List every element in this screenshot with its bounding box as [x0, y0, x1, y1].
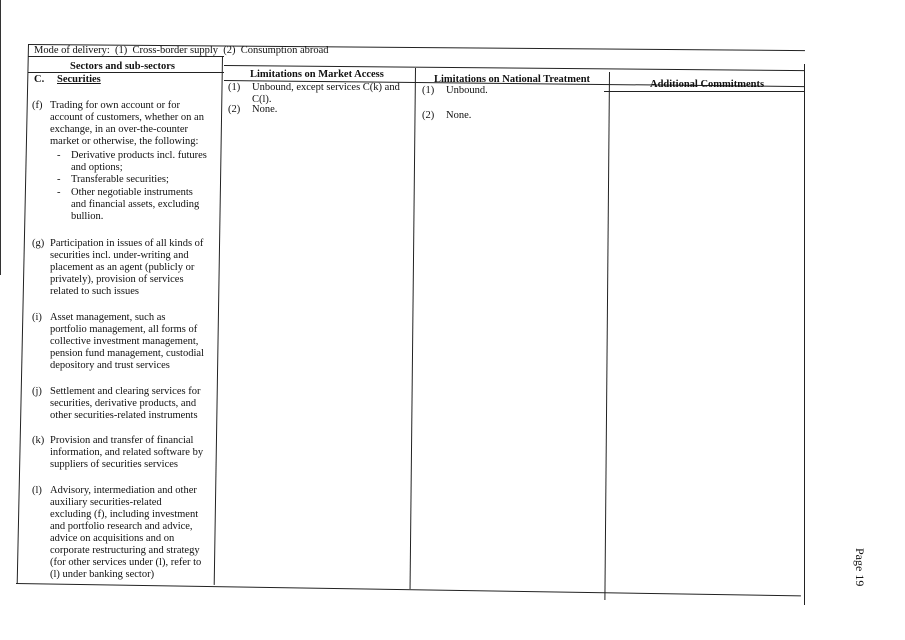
item-line: depository and trust services [50, 360, 170, 371]
item-line: securities incl. under-writing and [50, 250, 189, 261]
item-line: Provision and transfer of financial [50, 435, 194, 446]
dash-bullet: - [57, 187, 61, 198]
item-line: Trading for own account or for [50, 100, 180, 111]
column-header-sectors: Sectors and sub-sectors [70, 61, 175, 72]
entry-mark: (2) [228, 104, 241, 115]
page-number: Page 19 [853, 548, 867, 587]
entry-line: None. [446, 110, 472, 121]
item-mark: (j) [32, 386, 42, 397]
section-letter: C. [34, 74, 45, 85]
item-line: (l) under banking sector) [50, 569, 155, 580]
item-line: excluding (f), including investment [50, 509, 199, 520]
item-mark: (i) [32, 312, 42, 323]
item-line: market or otherwise, the following: [50, 136, 199, 147]
sub-item-line: bullion. [71, 211, 104, 222]
entry-line: Unbound. [446, 85, 488, 96]
item-line: Settlement and clearing services for [50, 386, 201, 397]
sub-item-line: and options; [71, 162, 123, 173]
item-line: privately), provision of services [50, 274, 184, 285]
additional-header-underline [604, 91, 805, 92]
entry-mark: (2) [422, 110, 435, 121]
item-line: portfolio management, all forms of [50, 324, 198, 335]
scan-edge [0, 0, 1, 275]
column-divider-3 [604, 72, 610, 600]
item-line: auxiliary securities-related [50, 497, 162, 508]
dash-bullet: - [57, 174, 61, 185]
item-line: collective investment management, [50, 336, 199, 347]
item-line: information, and related software by [50, 447, 204, 458]
item-line: advice on acquisitions and on [50, 533, 175, 544]
entry-mark: (1) [422, 85, 435, 96]
dash-bullet: - [57, 150, 61, 161]
item-line: pension fund management, custodial [50, 348, 204, 359]
item-mark: (g) [32, 238, 45, 249]
item-mark: (f) [32, 100, 43, 111]
sub-item-line: Transferable securities; [71, 174, 169, 185]
entry-line: None. [252, 104, 278, 115]
sub-item-line: and financial assets, excluding [71, 199, 200, 210]
item-mark: (k) [32, 435, 45, 446]
table-left-border [17, 44, 29, 584]
item-line: securities, derivative products, and [50, 398, 197, 409]
entry-line: Unbound, except services C(k) and [252, 82, 400, 93]
item-line: Asset management, such as [50, 312, 166, 323]
section-title: Securities [57, 74, 101, 85]
item-line: (for other services under (l), refer to [50, 557, 202, 568]
sub-item-line: Other negotiable instruments [71, 187, 193, 198]
entry-mark: (1) [228, 82, 241, 93]
item-line: and portfolio research and advice, [50, 521, 193, 532]
item-line: related to such issues [50, 286, 139, 297]
item-line: corporate restructuring and strategy [50, 545, 200, 556]
column-header-national-treatment: Limitations on National Treatment [434, 74, 591, 85]
item-mark: (l) [32, 485, 42, 496]
item-line: placement as an agent (publicly or [50, 262, 195, 273]
item-line: Participation in issues of all kinds of [50, 238, 204, 249]
column-header-market-access: Limitations on Market Access [250, 69, 384, 80]
entry-line: C(l). [252, 94, 272, 105]
item-line: other securities-related instruments [50, 410, 198, 421]
table-right-border [804, 64, 805, 605]
item-line: account of customers, whether on an [50, 112, 204, 123]
mode-of-delivery: Mode of delivery: (1) Cross-border supply (2) Consumption abroad [34, 45, 329, 56]
column-header-additional: Additional Commitments [650, 79, 765, 90]
table-bottom-border [16, 583, 801, 596]
column-divider-2 [410, 68, 416, 589]
item-line: suppliers of securities services [50, 459, 179, 470]
item-line: Advisory, intermediation and other [50, 485, 197, 496]
item-line: exchange, in an over-the-counter [50, 124, 188, 135]
sub-item-line: Derivative products incl. futures [71, 150, 207, 161]
